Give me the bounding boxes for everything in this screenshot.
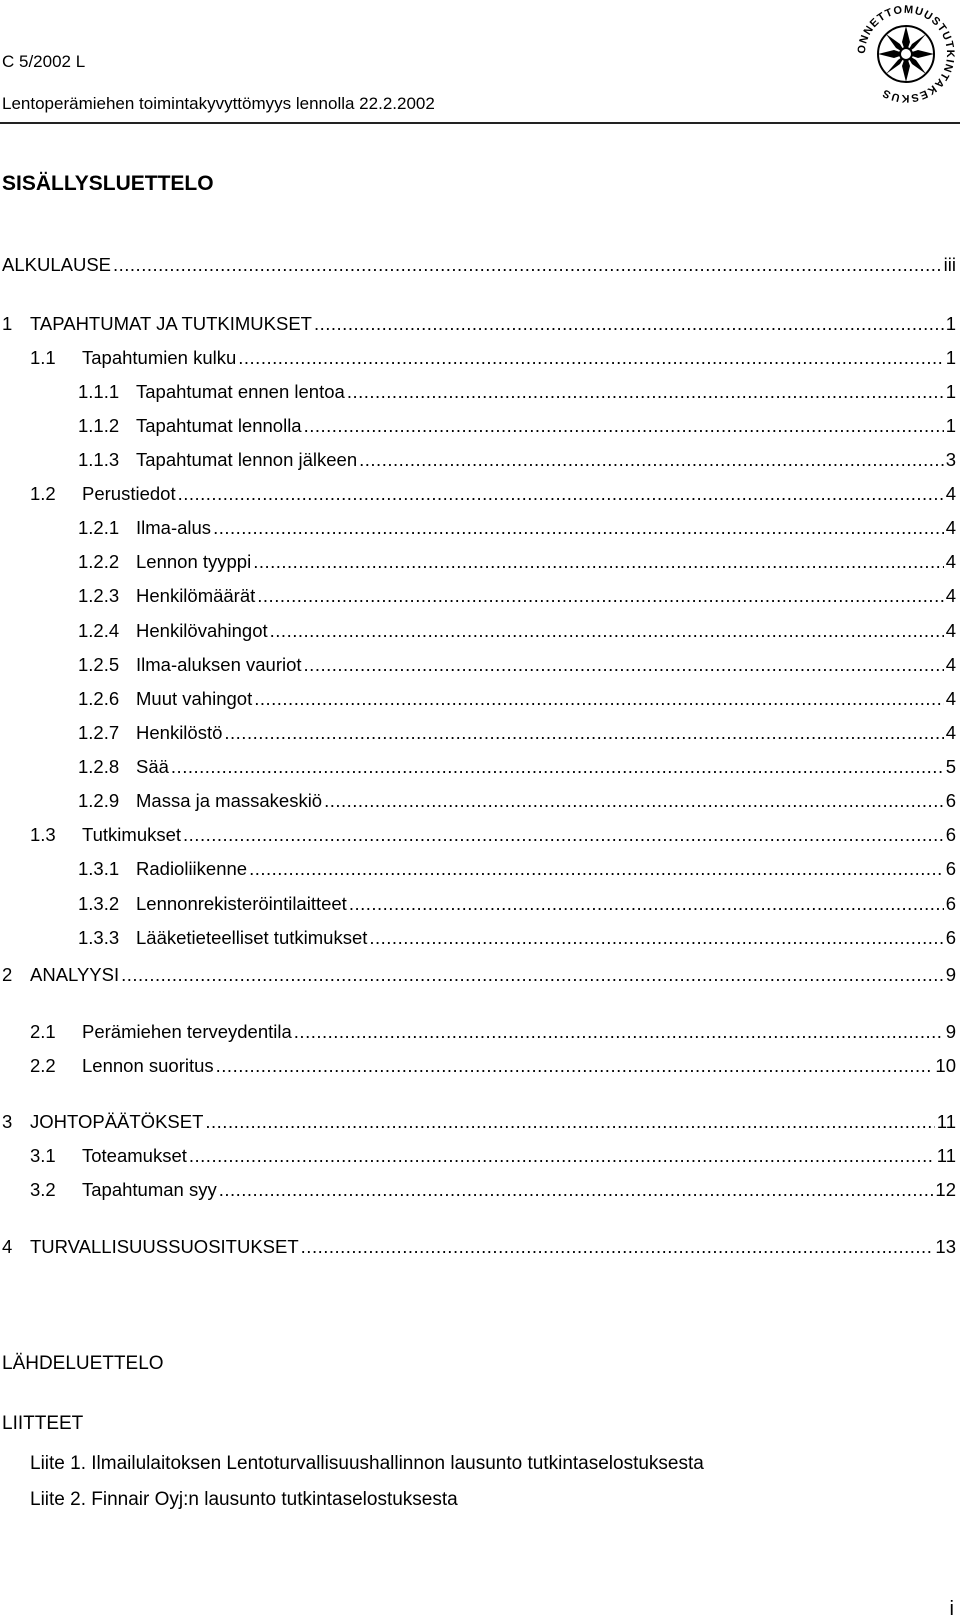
toc-entry-number: 1.2.5 <box>78 654 120 675</box>
toc-entry[interactable] <box>2 1111 956 1133</box>
appendix-item: Liite 1. Ilmailulaitoksen Lentoturvallisuushallinnon lausunto tutkintaselostuksesta <box>30 1453 704 1474</box>
toc-entry[interactable] <box>78 415 956 437</box>
toc-entry-title: Henkilömäärät <box>136 585 256 606</box>
toc-dot-leader <box>270 620 944 642</box>
toc-entry-number: 1.1.1 <box>78 381 120 402</box>
toc-dot-leader <box>347 381 944 403</box>
toc-dot-leader <box>257 585 943 607</box>
toc-dot-leader <box>171 756 944 778</box>
toc-entry[interactable] <box>30 824 956 846</box>
toc-entry[interactable] <box>78 756 956 778</box>
toc-entry-title: Toteamukset <box>82 1145 187 1166</box>
toc-entry-title: ALKULAUSE <box>2 254 111 275</box>
toc-entry[interactable] <box>30 483 956 505</box>
toc-dot-leader <box>249 858 944 880</box>
toc-entry[interactable] <box>78 790 956 812</box>
toc-entry[interactable] <box>78 551 956 573</box>
toc-entry[interactable] <box>78 688 956 710</box>
toc-dot-leader <box>213 517 944 539</box>
toc-entry[interactable] <box>2 313 956 335</box>
header-divider <box>0 122 960 124</box>
toc-entry-title: Henkilöstö <box>136 722 223 743</box>
toc-entry-page: 1 <box>945 347 956 368</box>
toc-entry-number: 2 <box>2 964 13 985</box>
toc-entry[interactable] <box>78 654 956 676</box>
toc-entry-page: 1 <box>945 313 956 334</box>
toc-entry-title: Henkilövahingot <box>136 620 268 641</box>
toc-entry[interactable] <box>78 893 956 915</box>
toc-entry-number: 1.2.8 <box>78 756 120 777</box>
toc-entry-page: 6 <box>945 927 956 948</box>
toc-entry-page: 6 <box>945 858 956 879</box>
toc-dot-leader <box>349 893 944 915</box>
references-heading: LÄHDELUETTELO <box>2 1353 164 1374</box>
toc-entry[interactable] <box>78 381 956 403</box>
toc-entry[interactable] <box>2 1236 956 1258</box>
toc-entry-title: TAPAHTUMAT JA TUTKIMUKSET <box>30 313 312 334</box>
toc-dot-leader <box>216 1055 934 1077</box>
toc-dot-leader <box>314 313 944 335</box>
toc-entry-number: 1.2.6 <box>78 688 120 709</box>
toc-entry-number: 1.2 <box>30 483 56 504</box>
toc-dot-leader <box>301 1236 934 1258</box>
toc-entry-title: TURVALLISUUSSUOSITUKSET <box>30 1236 299 1257</box>
toc-dot-leader <box>359 449 944 471</box>
toc-dot-leader <box>178 483 944 505</box>
toc-dot-leader <box>369 927 943 949</box>
toc-entry-title: Muut vahingot <box>136 688 253 709</box>
toc-entry-page: 4 <box>945 483 956 504</box>
toc-entry-page: 4 <box>945 620 956 641</box>
toc-entry-page: 9 <box>945 1021 956 1042</box>
toc-dot-leader <box>238 347 943 369</box>
toc-entry-page: 12 <box>935 1179 956 1200</box>
report-code: C 5/2002 L <box>2 52 86 71</box>
toc-dot-leader <box>304 415 944 437</box>
toc-entry-number: 1.3.1 <box>78 858 120 879</box>
toc-entry-page: 4 <box>945 722 956 743</box>
toc-entry-number: 3 <box>2 1111 13 1132</box>
toc-entry[interactable] <box>78 722 956 744</box>
toc-entry-number: 2.2 <box>30 1055 56 1076</box>
toc-entry-title: Lääketieteelliset tutkimukset <box>136 927 368 948</box>
toc-entry-number: 1 <box>2 313 13 334</box>
toc-dot-leader <box>113 254 942 276</box>
toc-entry[interactable] <box>78 517 956 539</box>
toc-dot-leader <box>219 1179 934 1201</box>
toc-entry-number: 1.2.3 <box>78 585 120 606</box>
toc-dot-leader <box>253 551 944 573</box>
toc-entry[interactable] <box>78 620 956 642</box>
toc-dot-leader <box>205 1111 934 1133</box>
toc-entry-page: 11 <box>936 1111 956 1132</box>
logo-lettering: ONNETTOMUUSTUTKINTAKESKUS <box>855 3 957 105</box>
toc-entry-title: Tapahtumat lennon jälkeen <box>136 449 358 470</box>
toc-entry-title: Tapahtumat ennen lentoa <box>136 381 345 402</box>
toc-entry[interactable] <box>30 1145 956 1167</box>
toc-dot-leader <box>121 964 944 986</box>
toc-entry-title: Massa ja massakeskiö <box>136 790 323 811</box>
toc-entry[interactable] <box>78 585 956 607</box>
toc-entry[interactable] <box>78 858 956 880</box>
toc-entry-number: 1.1 <box>30 347 56 368</box>
toc-entry-number: 1.2.9 <box>78 790 120 811</box>
toc-entry-title: Tutkimukset <box>82 824 182 845</box>
toc-dot-leader <box>224 722 943 744</box>
toc-entry-number: 1.2.7 <box>78 722 120 743</box>
toc-entry-page: 4 <box>945 585 956 606</box>
toc-entry-number: 4 <box>2 1236 13 1257</box>
toc-dot-leader <box>254 688 943 710</box>
toc-entry-page: 9 <box>945 964 956 985</box>
toc-entry-number: 1.2.1 <box>78 517 120 538</box>
onnettomuustutkintakeskus-logo-icon <box>854 2 958 106</box>
toc-entry-title: Lennonrekisteröintilaitteet <box>136 893 347 914</box>
toc-entry[interactable] <box>2 964 956 986</box>
toc-entry-number: 1.1.2 <box>78 415 120 436</box>
toc-entry-title: JOHTOPÄÄTÖKSET <box>30 1111 204 1132</box>
toc-dot-leader <box>304 654 944 676</box>
toc-entry-page: iii <box>943 254 956 275</box>
toc-entry-number: 1.1.3 <box>78 449 120 470</box>
toc-entry[interactable] <box>30 1179 956 1201</box>
toc-entry[interactable] <box>30 1055 956 1077</box>
toc-entry-title: Sää <box>136 756 169 777</box>
appendix-item: Liite 2. Finnair Oyj:n lausunto tutkintaselostuksesta <box>30 1489 458 1510</box>
toc-entry-page: 6 <box>945 893 956 914</box>
report-subtitle: Lentoperämiehen toimintakyvyttömyys lennolla 22.2.2002 <box>2 94 435 113</box>
toc-entry[interactable] <box>30 1021 956 1043</box>
toc-entry-page: 1 <box>945 415 956 436</box>
toc-dot-leader <box>324 790 944 812</box>
toc-entry-page: 4 <box>945 654 956 675</box>
toc-entry-page: 6 <box>945 790 956 811</box>
toc-entry-number: 3.2 <box>30 1179 56 1200</box>
toc-entry-page: 4 <box>945 517 956 538</box>
toc-entry-number: 1.3 <box>30 824 56 845</box>
toc-entry-number: 1.2.4 <box>78 620 120 641</box>
toc-entry-page: 6 <box>945 824 956 845</box>
toc-entry-title: Perustiedot <box>82 483 176 504</box>
toc-entry-number: 1.2.2 <box>78 551 120 572</box>
toc-dot-leader <box>189 1145 935 1167</box>
toc-entry[interactable] <box>78 927 956 949</box>
toc-entry-number: 2.1 <box>30 1021 56 1042</box>
toc-entry[interactable] <box>78 449 956 471</box>
toc-entry-title: Ilma-alus <box>136 517 212 538</box>
toc-entry-title: Perämiehen terveydentila <box>82 1021 292 1042</box>
toc-entry[interactable] <box>2 254 956 276</box>
toc-title: SISÄLLYSLUETTELO <box>2 172 214 195</box>
toc-entry-page: 4 <box>945 688 956 709</box>
toc-dot-leader <box>294 1021 944 1043</box>
toc-entry-title: Tapahtuman syy <box>82 1179 217 1200</box>
toc-entry-page: 4 <box>945 551 956 572</box>
toc-entry-title: Ilma-aluksen vauriot <box>136 654 302 675</box>
toc-entry-title: Radioliikenne <box>136 858 248 879</box>
toc-entry-page: 13 <box>935 1236 956 1257</box>
toc-entry-number: 1.3.2 <box>78 893 120 914</box>
page-number: i <box>949 1598 954 1620</box>
toc-entry-title: Lennon tyyppi <box>136 551 252 572</box>
toc-entry-page: 1 <box>945 381 956 402</box>
toc-entry-title: Tapahtumat lennolla <box>136 415 302 436</box>
toc-entry[interactable] <box>30 347 956 369</box>
toc-entry-title: Tapahtumien kulku <box>82 347 237 368</box>
appendices-heading: LIITTEET <box>2 1413 84 1434</box>
toc-entry-page: 5 <box>945 756 956 777</box>
toc-entry-title: ANALYYSI <box>30 964 120 985</box>
toc-entry-page: 3 <box>945 449 956 470</box>
toc-dot-leader <box>183 824 944 846</box>
toc-entry-number: 1.3.3 <box>78 927 120 948</box>
toc-entry-page: 11 <box>936 1145 956 1166</box>
toc-entry-title: Lennon suoritus <box>82 1055 214 1076</box>
toc-entry-page: 10 <box>935 1055 956 1076</box>
toc-entry-number: 3.1 <box>30 1145 56 1166</box>
